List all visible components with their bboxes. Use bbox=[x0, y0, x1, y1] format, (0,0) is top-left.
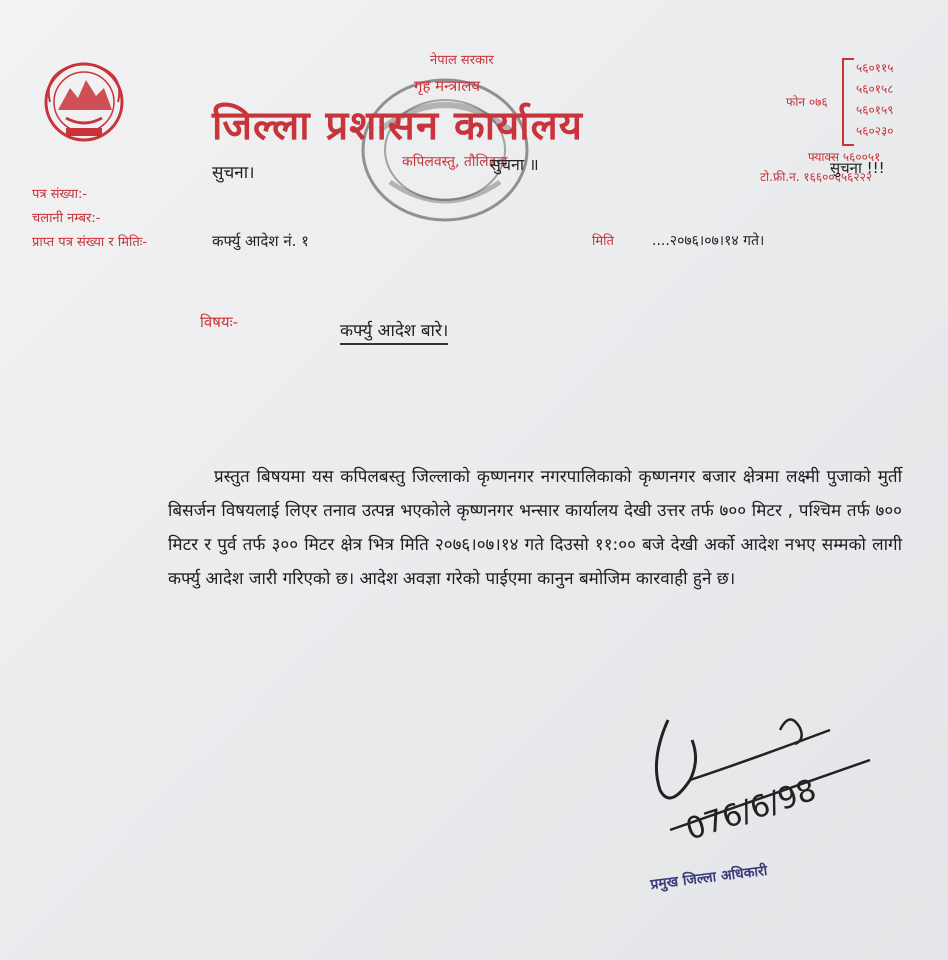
signature-icon bbox=[630, 700, 890, 860]
phone-number: ५६०१५९ bbox=[856, 103, 894, 117]
dispatch-number-label: चलानी नम्बर:- bbox=[32, 211, 101, 226]
date-value: ....२०७६।०७।१४ गते। bbox=[652, 233, 765, 249]
phone-label: फोन ०७६ bbox=[786, 95, 828, 109]
nepal-emblem-icon bbox=[36, 58, 132, 144]
date-label: मिति bbox=[592, 234, 614, 249]
reference-number-label: पत्र संख्या:- bbox=[32, 187, 88, 202]
received-letter-label: प्राप्त पत्र संख्या र मितिः- bbox=[32, 235, 148, 250]
letter-body: प्रस्तुत बिषयमा यस कपिलबस्तु जिल्लाको कृष्णनगर नगरपालिकाको कृष्णनगर बजार क्षेत्रमा लक्ष्मी पुजाको मुर्ती बिसर्जन विषयलाई लिएर तनाव उत्पन्न भएकोले कृष्णनगर भन्सार कार्यालय देखी उत्तर तर्फ ७०० मिटर , पश्चिम तर्फ ७०० मिटर र पुर्व तर्फ ३०० मिटर क्षेत्र भित्र मिति २०७६।०७।१४ गते दिउसो ११:०० बजे देखी अर्को आदेश नभए सम्मको लागी कर्फ्यु आदेश जारी गरिएको छ। आदेश अवज्ञा गरेको पाईएमा कानुन बमोजिम कारवाही हुने छ। bbox=[168, 467, 902, 589]
government-label: नेपाल सरकार bbox=[430, 53, 494, 68]
notice-heading-left: सुचना। bbox=[212, 163, 255, 183]
ministry-label: गृह मन्त्रालय bbox=[414, 77, 481, 95]
notice-heading-mid: सुचना ॥ bbox=[490, 155, 539, 174]
toll-free-number: टो.फ्री.न. १६६००६५६२२२ bbox=[760, 170, 873, 184]
curfew-order-number: कर्फ्यु आदेश नं. १ bbox=[212, 232, 309, 250]
subject-text: कर्फ्यु आदेश बारे। bbox=[340, 318, 448, 345]
phone-number: ५६०१५८ bbox=[856, 82, 894, 96]
office-title: जिल्ला प्रशासन कार्यालय bbox=[212, 103, 583, 149]
phone-number: ५६०२३० bbox=[856, 124, 894, 138]
phone-bracket bbox=[842, 58, 854, 146]
notice-heading-right: सुचना !!! bbox=[830, 159, 885, 177]
chief-district-officer-stamp: प्रमुख जिल्ला अधिकारी bbox=[649, 862, 769, 894]
phone-number: ५६०११५ bbox=[856, 61, 894, 75]
subject-label: विषयः- bbox=[200, 313, 239, 331]
phone-list bbox=[856, 58, 893, 142]
office-location: कपिलवस्तु, तौलिहवा bbox=[402, 154, 508, 170]
handwritten-date: 076/6/98 bbox=[681, 772, 821, 848]
fax-number: फ्याक्स ५६००५१ bbox=[808, 150, 881, 164]
